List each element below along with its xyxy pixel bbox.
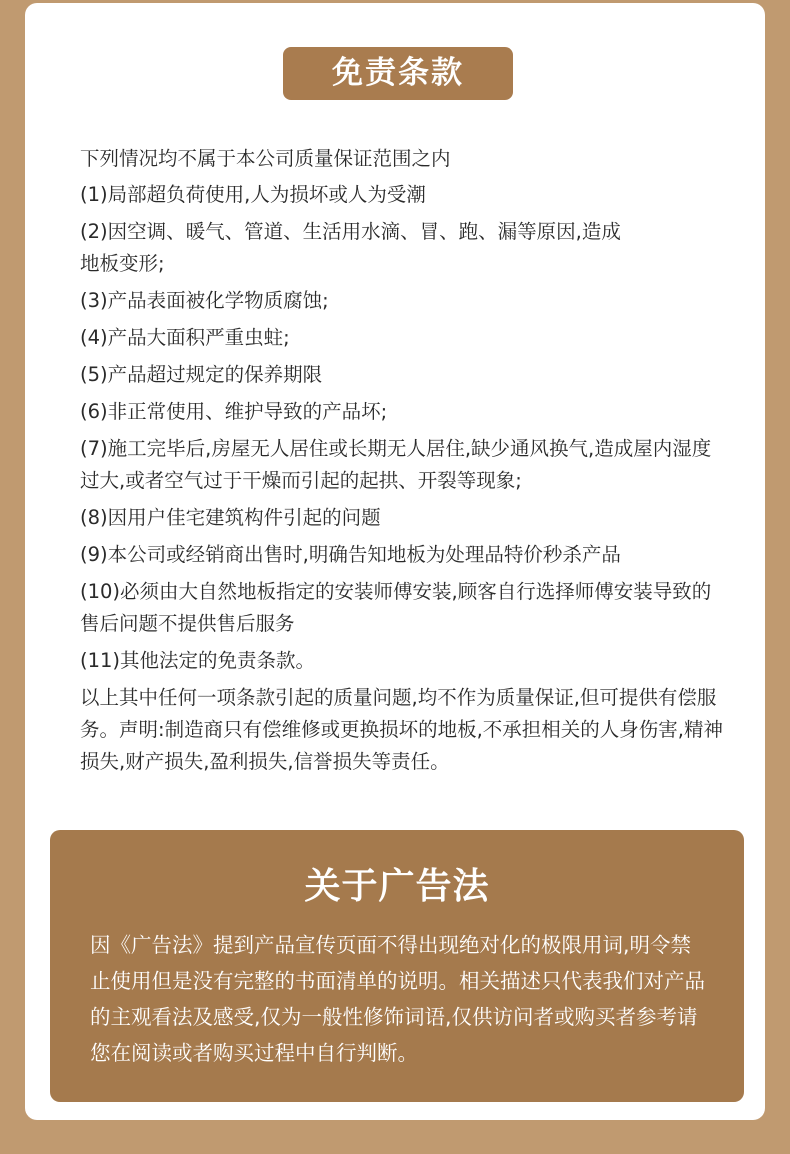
- disclaimer-item-8: (8)因用户佳宅建筑构件引起的问题: [80, 506, 381, 529]
- disclaimer-item-5: (5)产品超过规定的保养期限: [80, 363, 323, 386]
- disclaimer-item-7: (7)施工完毕后,房屋无人居住或长期无人居住,缺少通风换气,造成屋内湿度过大,或者空气过于干燥而引起的起拱、开裂等现象;: [80, 437, 712, 492]
- ad-law-box: [50, 830, 744, 1102]
- disclaimer-item-4: (4)产品大面积严重虫蛀;: [80, 326, 290, 349]
- disclaimer-item-6: (6)非正常使用、维护导致的产品坏;: [80, 400, 388, 423]
- disclaimer-card: [25, 3, 765, 1120]
- disclaimer-item-1: (1)局部超负荷使用,人为损坏或人为受潮: [80, 183, 426, 206]
- disclaimer-intro: 下列情况均不属于本公司质量保证范围之内: [80, 147, 451, 170]
- disclaimer-item-10: (10)必须由大自然地板指定的安装师傅安装,顾客自行选择师傅安装导致的售后问题不提供售后服务: [80, 580, 712, 635]
- disclaimer-summary: 以上其中任何一项条款引起的质量问题,均不作为质量保证,但可提供有偿服务。声明:制造商只有偿维修或更换损坏的地板,不承担相关的人身伤害,精神损失,财产损失,盈利损失,信誉损失等责任。: [80, 686, 723, 773]
- disclaimer-item-3: (3)产品表面被化学物质腐蚀;: [80, 289, 329, 312]
- ad-law-body: 因《广告法》提到产品宣传页面不得出现绝对化的极限用词,明令禁止使用但是没有完整的书面清单的说明。相关描述只代表我们对产品的主观看法及感受,仅为一般性修饰词语,仅供访问者或购买者参考请您在阅读或者购买过程中自行判断。: [90, 933, 705, 1065]
- ad-law-title: 关于广告法: [304, 866, 490, 907]
- disclaimer-title: 免责条款: [283, 47, 513, 100]
- disclaimer-item-9: (9)本公司或经销商出售时,明确告知地板为处理品特价秒杀产品: [80, 543, 621, 566]
- disclaimer-terms: [80, 143, 730, 778]
- disclaimer-item-11: (11)其他法定的免责条款。: [80, 649, 316, 672]
- disclaimer-item-2: (2)因空调、暖气、管道、生活用水滴、冒、跑、漏等原因,造成地板变形;: [80, 220, 621, 275]
